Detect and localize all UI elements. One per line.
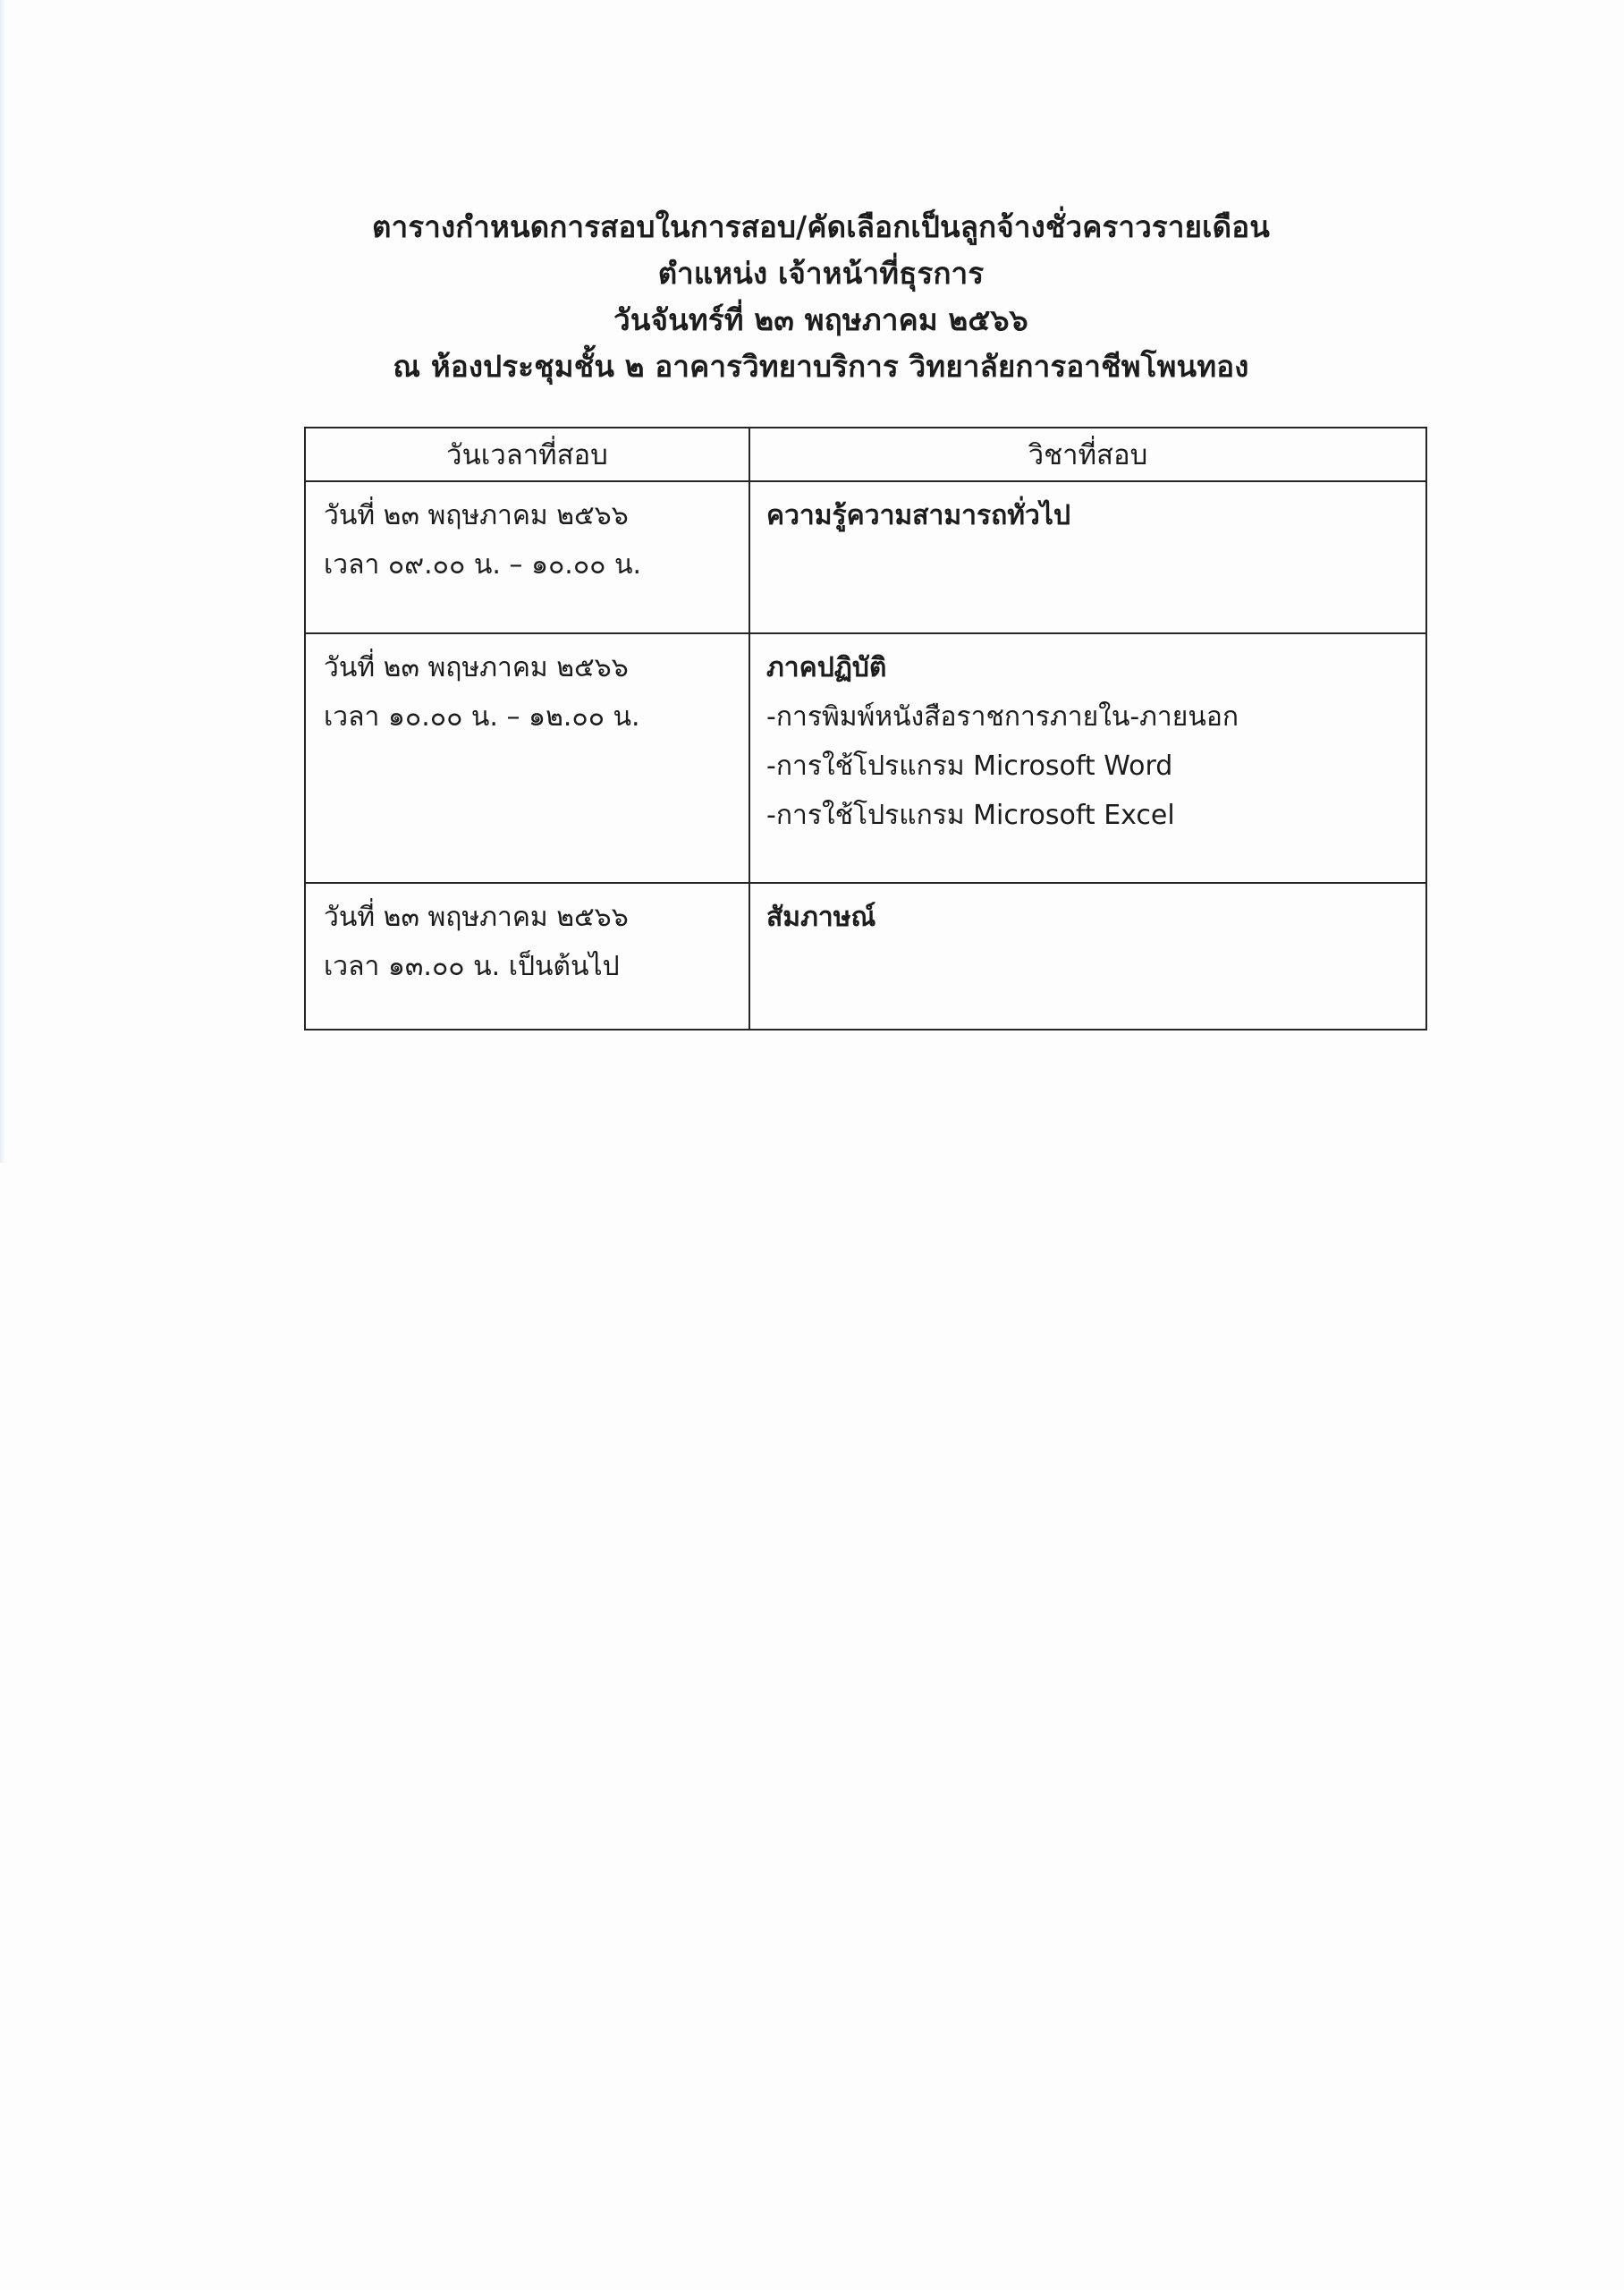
heading-position: ตำแหน่ง เจ้าหน้าที่ธุรการ: [657, 256, 985, 291]
document-heading: [304, 204, 1338, 390]
heading-date: วันจันทร์ที่ ๒๓ พฤษภาคม ๒๕๖๖: [613, 302, 1028, 337]
heading-location: ณ ห้องประชุมชั้น ๒ อาคารวิทยาบริการ วิทยาลัยการอาชีพโพนทอง: [393, 349, 1249, 384]
subject-title: ภาคปฏิบัติ: [766, 652, 887, 683]
subject-cell: [749, 883, 1426, 1030]
subject-detail: -การใช้โปรแกรม Microsoft Word: [766, 751, 1173, 782]
subject-cell: [749, 481, 1426, 633]
table-row: [305, 883, 1426, 1030]
subject-detail: -การใช้โปรแกรม Microsoft Excel: [766, 800, 1175, 831]
table-row: [305, 481, 1426, 633]
datetime-cell: [305, 481, 749, 633]
subject-title: ความรู้ความสามารถทั่วไป: [766, 500, 1070, 531]
subject-cell: [749, 633, 1426, 883]
exam-date: วันที่ ๒๓ พฤษภาคม ๒๕๖๖: [324, 902, 629, 933]
header-datetime: วันเวลาที่สอบ: [305, 428, 749, 481]
exam-date: วันที่ ๒๓ พฤษภาคม ๒๕๖๖: [324, 652, 629, 683]
datetime-cell: [305, 633, 749, 883]
exam-schedule-table: [304, 427, 1427, 1030]
exam-date: วันที่ ๒๓ พฤษภาคม ๒๕๖๖: [324, 500, 629, 531]
table-row: [305, 633, 1426, 883]
datetime-cell: [305, 883, 749, 1030]
heading-title: ตารางกำหนดการสอบในการสอบ/คัดเลือกเป็นลูกจ้างชั่วคราวรายเดือน: [371, 209, 1271, 244]
scan-edge-shadow: [0, 0, 5, 1163]
subject-detail: -การพิมพ์หนังสือราชการภายใน-ภายนอก: [766, 701, 1239, 733]
table-header-row: [305, 428, 1426, 481]
exam-time: เวลา ๑๐.๐๐ น. – ๑๒.๐๐ น.: [324, 701, 640, 733]
exam-time: เวลา ๑๓.๐๐ น. เป็นต้นไป: [324, 951, 620, 982]
exam-time: เวลา ๐๙.๐๐ น. – ๑๐.๐๐ น.: [324, 549, 642, 581]
header-subject: วิชาที่สอบ: [749, 428, 1426, 481]
subject-title: สัมภาษณ์: [766, 902, 876, 933]
